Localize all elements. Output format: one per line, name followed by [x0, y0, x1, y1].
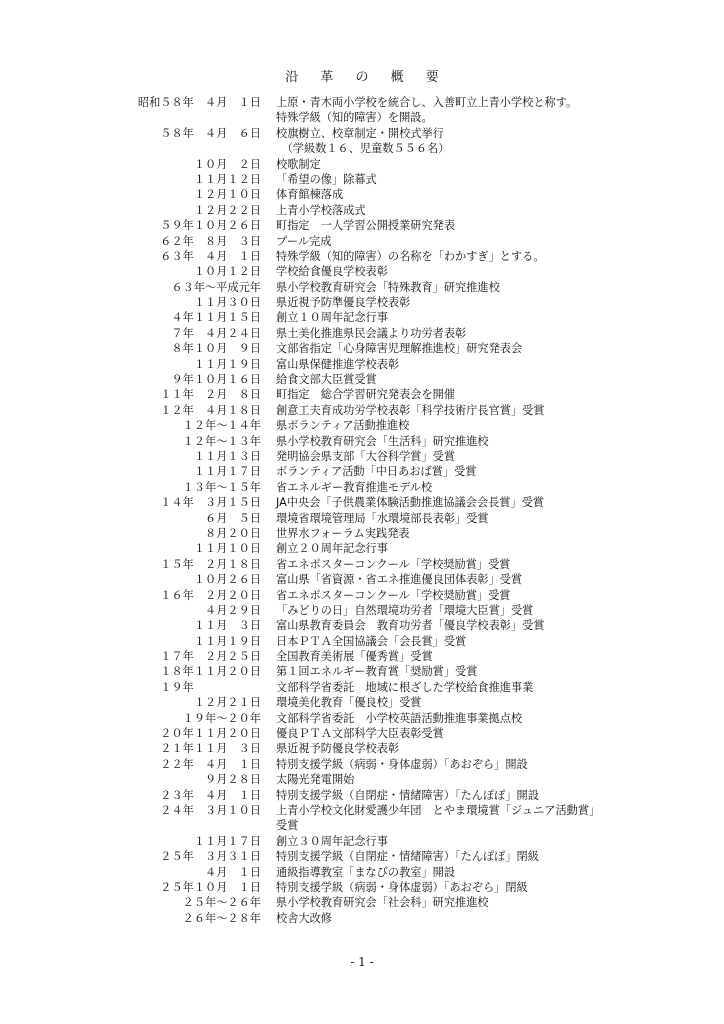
- timeline-row: [0, 788, 724, 803]
- timeline-date: １２月２２日: [193, 203, 261, 217]
- timeline-row: [0, 126, 724, 141]
- timeline-date: １１年 ２月 ８日: [160, 388, 261, 402]
- timeline-row: [0, 911, 724, 926]
- timeline-row: [0, 341, 724, 356]
- timeline-row: [0, 526, 724, 541]
- timeline-event: 創立２０周年記念行事: [276, 542, 388, 556]
- timeline-event: 特殊学級（知的障害）を開設。: [276, 111, 433, 125]
- timeline-row: [0, 818, 724, 833]
- timeline-event: 特別支援学級（病弱・身体虚弱）「あおぞら」開設: [276, 757, 528, 771]
- timeline-row: [0, 141, 724, 156]
- timeline-event: 発明協会県支部「大谷科学賞」受賞: [276, 449, 456, 463]
- timeline-date: ９年１０月１６日: [171, 373, 261, 387]
- timeline-event: 全国教育美術展「優秀賞」受賞: [276, 650, 433, 664]
- timeline-row: [0, 557, 724, 572]
- timeline-row: [0, 418, 724, 433]
- timeline-event: プール完成: [276, 234, 332, 248]
- timeline-event: ボランティア活動「中日あおば賞」受賞: [276, 465, 477, 479]
- timeline-event: 富山県保健推進学校表彰: [276, 357, 400, 371]
- timeline-event: 「みどりの日」自然環境功労者「環境大臣賞」受賞: [276, 603, 534, 617]
- timeline-date: １１月 ３日: [193, 619, 261, 633]
- timeline-row: [0, 741, 724, 756]
- timeline-event: 環境省環境管理局「水環境部長表彰」受賞: [276, 511, 489, 525]
- timeline-event: 省エネポスターコンクール「学校奨励賞」受賞: [276, 557, 511, 571]
- timeline-date: ２５年 ３月３１日: [160, 850, 261, 864]
- timeline-row: [0, 434, 724, 449]
- timeline-event: 体育館棟落成: [276, 188, 344, 202]
- timeline-event: 富山県「省資源・省エネ推進優良団体表彰」受賞: [276, 573, 523, 587]
- timeline-date: ２５年１０月 １日: [160, 880, 261, 894]
- timeline-event: 県小学校教育研究会「特殊教育」研究推進校: [276, 280, 500, 294]
- timeline-event: 県小学校教育研究会「社会科」研究推進校: [276, 896, 489, 910]
- timeline-row: [0, 326, 724, 341]
- timeline-row: [0, 264, 724, 279]
- timeline-date: ２２年 ４月 １日: [160, 757, 261, 771]
- timeline-date: １１月１２日: [193, 172, 261, 186]
- timeline-row: [0, 95, 724, 110]
- timeline-event: 特別支援学級（自閉症・情緒障害）「たんぽぽ」開設: [276, 788, 539, 802]
- timeline-event: 校舎大改修: [276, 911, 332, 925]
- timeline-row: [0, 803, 724, 818]
- timeline-row: [0, 449, 724, 464]
- timeline-row: [0, 387, 724, 402]
- timeline-date: １８年１１月２０日: [160, 665, 261, 679]
- timeline-row: [0, 187, 724, 202]
- timeline-row: [0, 880, 724, 895]
- timeline-event: 学校給食優良学校表彰: [276, 265, 388, 279]
- timeline-event: 太陽光発電開始: [276, 773, 355, 787]
- timeline-row: [0, 110, 724, 125]
- timeline-date: ６３年～平成元年: [171, 280, 261, 294]
- timeline-row: [0, 603, 724, 618]
- timeline-date: １１月１７日: [193, 465, 261, 479]
- timeline-event: 世界水フォーラム実践発表: [276, 526, 410, 540]
- timeline-date: ５９年１０月２６日: [160, 219, 261, 233]
- timeline-date: ８月２０日: [205, 526, 261, 540]
- timeline-date: ６２年 ８月 ３日: [160, 234, 261, 248]
- page-number: - 1 -: [350, 955, 374, 969]
- timeline-date: １５年 ２月１８日: [160, 557, 261, 571]
- timeline-row: [0, 203, 724, 218]
- timeline-row: [0, 372, 724, 387]
- timeline-date: ２４年 ３月１０日: [160, 803, 261, 817]
- timeline-date: １７年 ２月２５日: [160, 650, 261, 664]
- timeline-row: [0, 680, 724, 695]
- timeline-event: 受賞: [276, 819, 299, 833]
- timeline-date: ７年 ４月２４日: [171, 326, 261, 340]
- timeline-event: 町指定 総合学習研究発表会を開催: [276, 388, 456, 402]
- timeline-event: 上原・青木両小学校を統合し、入善町立上青小学校と称す。: [276, 96, 578, 109]
- timeline-event: 校旗樹立、校章制定・開校式挙行: [276, 126, 444, 140]
- timeline-event: 県土美化推進県民会議より功労者表彰: [276, 326, 467, 340]
- timeline-event: 日本ＰＴＡ全国協議会「会長賞」受賞: [276, 634, 467, 648]
- timeline-date: １２年 ４月１８日: [160, 403, 261, 417]
- timeline-row: [0, 403, 724, 418]
- timeline-event: 環境美化教育「優良校」受賞: [276, 696, 422, 710]
- timeline-date: １０月 ２日: [193, 157, 261, 171]
- timeline-event: 特殊学級（知的障害）の名称を「わかすぎ」とする。: [276, 249, 545, 263]
- timeline-row: [0, 218, 724, 233]
- timeline-event: 文部科学省委託 地域に根ざした学校給食推進事業: [276, 680, 534, 694]
- timeline-row: [0, 511, 724, 526]
- timeline-event: JA中央会「子供農業体験活動推進協議会会長賞」受賞: [276, 496, 545, 510]
- timeline-date: １３年～１５年: [182, 480, 261, 494]
- timeline-date: ２１年１１月 ３日: [160, 742, 261, 756]
- timeline-row: [0, 618, 724, 633]
- timeline-row: [0, 834, 724, 849]
- timeline-row: [0, 649, 724, 664]
- timeline-event: 上青小学校落成式: [276, 203, 366, 217]
- timeline-date: １０月１２日: [193, 265, 261, 279]
- timeline-event: 創意工夫育成功労学校表彰「科学技術庁長官賞」受賞: [276, 403, 545, 417]
- timeline-row: [0, 157, 724, 172]
- timeline-event: （学級数１６、児童数５５６名）: [276, 142, 450, 156]
- timeline-event: 県近視予防準優良学校表彰: [276, 296, 411, 310]
- history-timeline: [0, 95, 724, 926]
- timeline-date: １２年～１３年: [182, 434, 261, 448]
- timeline-row: [0, 664, 724, 679]
- timeline-date: 昭和５８年 ４月 １日: [137, 96, 261, 109]
- timeline-date: １６年 ２月２０日: [160, 588, 261, 602]
- timeline-date: １１月１０日: [193, 542, 261, 556]
- timeline-date: １１月３０日: [193, 296, 261, 310]
- timeline-date: [0, 141, 261, 156]
- timeline-row: [0, 495, 724, 510]
- timeline-event: 省エネルギー教育推進モデル校: [276, 480, 433, 494]
- timeline-row: [0, 464, 724, 479]
- timeline-date: ８年１０月 ９日: [171, 342, 261, 356]
- timeline-event: 校歌制定: [276, 157, 321, 171]
- timeline-row: [0, 772, 724, 787]
- timeline-date: ４月２９日: [205, 603, 261, 617]
- timeline-row: [0, 249, 724, 264]
- timeline-row: [0, 541, 724, 556]
- timeline-event: 県小学校教育研究会「生活科」研究推進校: [276, 434, 489, 448]
- timeline-event: 文部省指定「心身障害児理解推進校」研究発表会: [276, 342, 523, 356]
- timeline-row: [0, 172, 724, 187]
- timeline-row: [0, 711, 724, 726]
- timeline-row: [0, 757, 724, 772]
- timeline-date: １４年 ３月１５日: [160, 496, 261, 510]
- timeline-date: ９月２８日: [205, 773, 261, 787]
- timeline-date: ２５年～２６年: [182, 896, 261, 910]
- timeline-event: 県ボランティア活動推進校: [276, 419, 410, 433]
- timeline-row: [0, 695, 724, 710]
- timeline-row: [0, 634, 724, 649]
- timeline-event: 第１回エネルギー教育賞「奨励賞」受賞: [276, 665, 478, 679]
- timeline-date: [0, 110, 261, 125]
- timeline-row: [0, 865, 724, 880]
- timeline-date: １９年: [160, 680, 261, 694]
- timeline-date: [0, 818, 261, 833]
- timeline-date: １１月１７日: [193, 834, 261, 848]
- timeline-event: 創立１０周年記念行事: [276, 311, 388, 325]
- timeline-event: 町指定 一人学習公開授業研究発表: [276, 219, 456, 233]
- timeline-date: ２０年１１月２０日: [160, 727, 261, 741]
- timeline-date: ４年１１月１５日: [171, 311, 261, 325]
- timeline-date: １１月１９日: [193, 634, 261, 648]
- timeline-event: 通級指導教室「まなびの教室」開設: [276, 865, 456, 879]
- timeline-date: １９年～２０年: [182, 711, 261, 725]
- timeline-row: [0, 849, 724, 864]
- timeline-row: [0, 310, 724, 325]
- timeline-event: 特別支援学級（病弱・身体虚弱）「あおぞら」閉級: [276, 880, 528, 894]
- timeline-date: ６３年 ４月 １日: [160, 249, 261, 263]
- timeline-event: 省エネポスターコンクール「学校奨励賞」受賞: [276, 588, 511, 602]
- timeline-date: １２月２１日: [193, 696, 261, 710]
- timeline-date: ２３年 ４月 １日: [160, 788, 261, 802]
- timeline-row: [0, 357, 724, 372]
- timeline-event: 「希望の像」除幕式: [276, 172, 377, 186]
- timeline-row: [0, 234, 724, 249]
- timeline-row: [0, 295, 724, 310]
- timeline-event: 給食文部大臣賞受賞: [276, 373, 377, 387]
- timeline-row: [0, 588, 724, 603]
- timeline-event: 文部科学省委託 小学校英語活動推進事業拠点校: [276, 711, 523, 725]
- timeline-date: ６月 ５日: [205, 511, 261, 525]
- timeline-row: [0, 480, 724, 495]
- page-title: 沿 革 の 概 要: [285, 70, 448, 85]
- timeline-date: １１月１９日: [193, 357, 261, 371]
- timeline-date: １２月１０日: [193, 188, 261, 202]
- timeline-date: ２６年～２８年: [182, 911, 261, 925]
- timeline-event: 特別支援学級（自閉症・情緒障害）「たんぽぽ」閉級: [276, 850, 539, 864]
- timeline-row: [0, 572, 724, 587]
- timeline-event: 県近視予防優良学校表彰: [276, 742, 400, 756]
- timeline-date: １０月２６日: [193, 573, 261, 587]
- timeline-event: 富山県教育委員会 教育功労者「優良学校表彰」受賞: [276, 619, 545, 633]
- timeline-row: [0, 895, 724, 910]
- timeline-date: １１月１３日: [193, 449, 261, 463]
- timeline-event: 上青小学校文化財愛護少年団 とやま環境賞「ジュニア活動賞」: [276, 803, 601, 817]
- timeline-event: 優良ＰＴＡ文部科学大臣表彰受賞: [276, 727, 444, 741]
- timeline-row: [0, 726, 724, 741]
- timeline-date: １２年～１４年: [182, 419, 261, 433]
- timeline-date: ５８年 ４月 ６日: [160, 126, 261, 140]
- timeline-date: ４月 １日: [205, 865, 261, 879]
- timeline-row: [0, 280, 724, 295]
- timeline-event: 創立３０周年記念行事: [276, 834, 388, 848]
